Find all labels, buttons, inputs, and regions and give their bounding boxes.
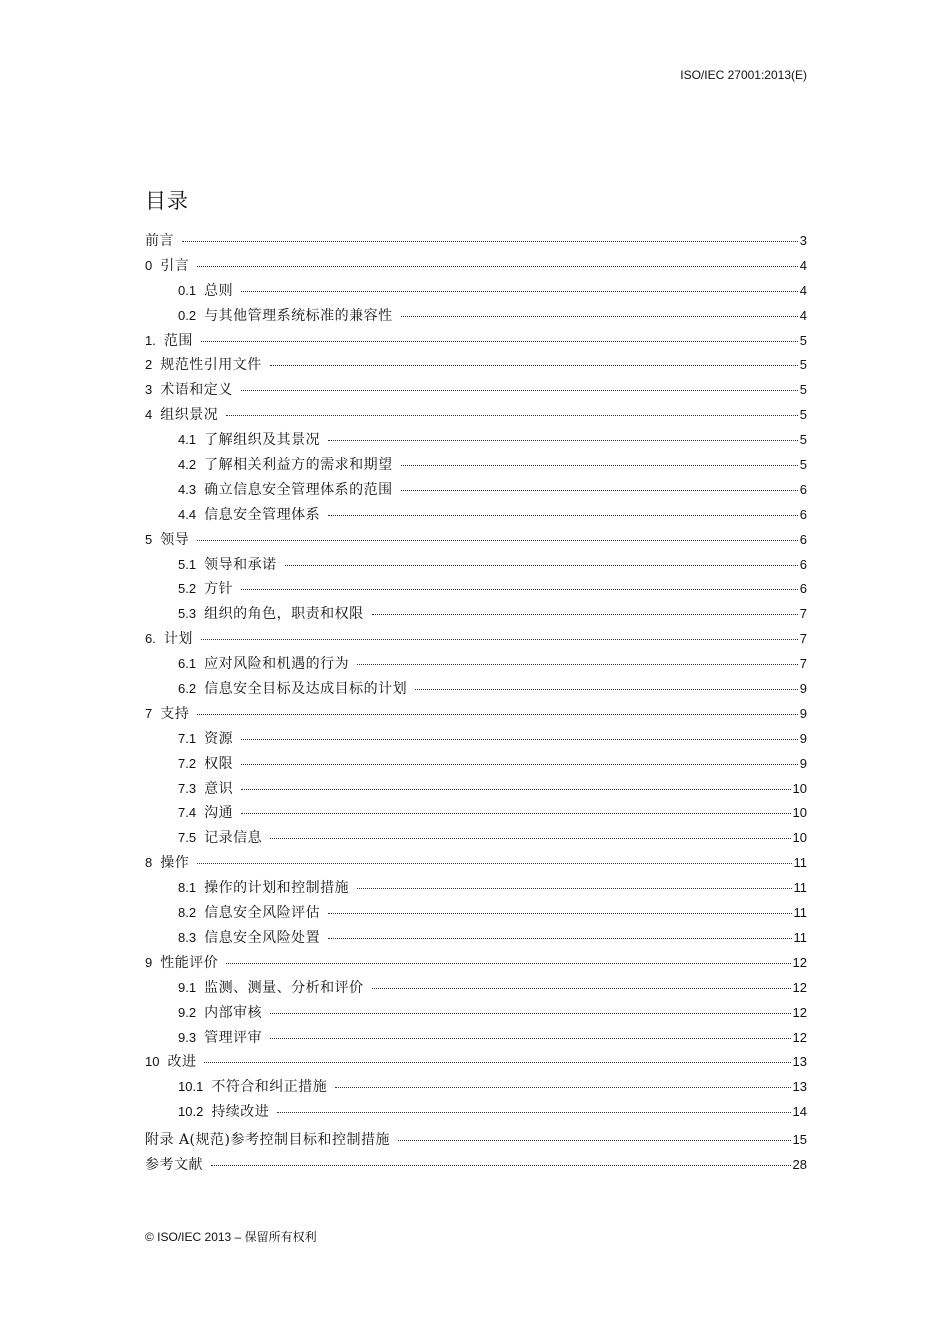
toc-entry[interactable] [145, 279, 807, 304]
toc-entry[interactable] [145, 553, 807, 578]
toc-entry-title: 持续改进 [211, 1104, 270, 1121]
toc-entry-number: 7.4 [178, 805, 197, 821]
toc-leader-dots [398, 1139, 791, 1141]
toc-entry-title: 沟通 [204, 805, 234, 822]
toc-entry-number: 7.2 [178, 755, 197, 771]
toc-entry-title: 了解组织及其景况 [204, 432, 321, 449]
toc-leader-dots [204, 1061, 790, 1063]
toc-entry-number: 4.3 [178, 481, 197, 497]
toc-entry-page: 12 [792, 1029, 807, 1045]
toc-entry[interactable] [145, 453, 807, 478]
toc-entry-page: 12 [792, 954, 807, 970]
toc-entry[interactable] [145, 254, 807, 279]
toc-entry-title: 记录信息 [204, 830, 263, 847]
toc-entry[interactable] [145, 876, 807, 901]
toc-entry-title: 监测、测量、分析和评价 [204, 979, 364, 996]
toc-entry-title: 参考文献 [145, 1156, 203, 1173]
toc-leader-dots [270, 364, 798, 366]
toc-entry-title: 附录 A(规范)参考控制目标和控制措施 [145, 1132, 390, 1149]
toc-entry-page: 5 [799, 457, 807, 473]
toc-entry-page: 11 [793, 929, 807, 945]
toc-leader-dots [241, 588, 798, 590]
toc-leader-dots [357, 663, 798, 665]
copyright-footer [145, 1228, 317, 1245]
toc-entry-number: 2 [145, 357, 153, 373]
toc-entry-title: 内部审核 [204, 1004, 263, 1021]
toc-leader-dots [415, 688, 798, 690]
toc-entry-number: 10.2 [178, 1104, 204, 1120]
toc-entry-number: 8.1 [178, 880, 197, 896]
toc-leader-dots [182, 240, 798, 242]
document-id-header: ISO/IEC 27001:2013(E) [680, 68, 807, 82]
toc-leader-dots [241, 788, 790, 790]
toc-entry-page: 7 [799, 606, 807, 622]
toc-entry-title: 应对风险和机遇的行为 [204, 656, 350, 673]
toc-entry-page: 12 [792, 979, 807, 995]
toc-entry-page: 14 [792, 1104, 807, 1120]
toc-leader-dots [328, 439, 798, 441]
toc-leader-dots [241, 389, 798, 391]
toc-entry-number: 7.5 [178, 830, 197, 846]
toc-entry-title: 操作的计划和控制措施 [204, 880, 350, 897]
toc-entry-number: 6.1 [178, 656, 197, 672]
toc-leader-dots [372, 613, 798, 615]
toc-entry-page: 12 [792, 1004, 807, 1020]
toc-leader-dots [226, 962, 790, 964]
toc-entry-number: 10.1 [178, 1079, 204, 1095]
toc-entry-page: 4 [799, 257, 807, 273]
toc-entry[interactable] [145, 777, 807, 802]
toc-entry-number: 0 [145, 257, 153, 273]
toc-leader-dots [270, 1037, 790, 1039]
toc-leader-dots [328, 514, 798, 516]
toc-entry[interactable] [145, 428, 807, 453]
toc-entry-number: 10 [145, 1054, 160, 1070]
toc-entry-page: 6 [799, 581, 807, 597]
toc-entry-number: 7.1 [178, 730, 197, 746]
toc-leader-dots [335, 1086, 790, 1088]
toc-entry-page: 6 [799, 531, 807, 547]
toc-entry-title: 总则 [204, 282, 234, 299]
toc-entry[interactable] [145, 329, 807, 354]
toc-leader-dots [241, 763, 798, 765]
toc-leader-dots [277, 1111, 790, 1113]
toc-entry[interactable] [145, 976, 807, 1001]
toc-entry-page: 4 [799, 282, 807, 298]
toc-entry-page: 28 [792, 1156, 807, 1172]
toc-entry-title: 改进 [167, 1054, 197, 1071]
toc-entry[interactable] [145, 627, 807, 652]
toc-entry-page: 10 [792, 805, 807, 821]
toc-leader-dots [226, 414, 798, 416]
toc-entry-page: 5 [799, 382, 807, 398]
toc-entry-title: 操作 [160, 855, 190, 872]
toc-entry[interactable] [145, 1001, 807, 1026]
toc-entry-title: 支持 [160, 705, 190, 722]
toc-entry-page: 9 [799, 730, 807, 746]
toc-entry-page: 15 [792, 1132, 807, 1148]
toc-entry-page: 7 [799, 656, 807, 672]
toc-leader-dots [270, 1012, 790, 1014]
toc-leader-dots [328, 937, 791, 939]
toc-entry-page: 13 [792, 1079, 807, 1095]
toc-entry[interactable] [145, 602, 807, 627]
toc-entry-page: 5 [799, 332, 807, 348]
toc-entry-number: 7.3 [178, 780, 197, 796]
toc-entry-title: 前言 [145, 233, 174, 249]
toc-leader-dots [241, 812, 790, 814]
toc-entry-title: 方针 [204, 581, 234, 598]
toc-entry-number: 6. [145, 631, 156, 647]
rights-text: 保留所有权利 [244, 1230, 317, 1244]
toc-entry-page: 3 [799, 233, 807, 248]
toc-entry-number: 9.1 [178, 979, 197, 995]
toc-entry[interactable] [145, 1050, 807, 1075]
toc-entry-page: 11 [793, 880, 807, 896]
toc-entry-title: 与其他管理系统标准的兼容性 [204, 307, 393, 324]
toc-entry-page: 11 [793, 855, 807, 871]
toc-entry-title: 信息安全风险处置 [204, 929, 321, 946]
toc-entry-title: 领导和承诺 [204, 556, 277, 573]
toc-leader-dots [201, 340, 798, 342]
toc-entry-number: 5.1 [178, 556, 197, 572]
toc-entry-number: 9.2 [178, 1004, 197, 1020]
toc-entry-number: 4.2 [178, 457, 197, 473]
toc-entry-title: 了解相关利益方的需求和期望 [204, 457, 393, 474]
toc-entry-number: 9.3 [178, 1029, 197, 1045]
toc-leader-dots [201, 638, 798, 640]
toc-leader-dots [270, 837, 790, 839]
toc-entry-title: 领导 [160, 531, 190, 548]
toc-leader-dots [372, 987, 791, 989]
toc-entry[interactable] [145, 503, 807, 528]
toc-leader-dots [285, 564, 798, 566]
toc-title: 目录 [145, 189, 189, 213]
toc-entry[interactable] [145, 229, 807, 254]
toc-entry[interactable] [145, 851, 807, 876]
toc-entry-page: 4 [799, 307, 807, 323]
toc-entry-title: 信息安全风险评估 [204, 905, 321, 922]
toc-leader-dots [241, 738, 798, 740]
toc-entry-number: 9 [145, 954, 153, 970]
toc-entry-title: 不符合和纠正措施 [211, 1079, 328, 1096]
toc-leader-dots [357, 887, 791, 889]
toc-entry-page: 10 [792, 830, 807, 846]
toc-leader-dots [197, 539, 798, 541]
toc-leader-dots [328, 912, 791, 914]
toc-entry-page: 6 [799, 506, 807, 522]
toc-entry[interactable] [145, 1026, 807, 1051]
toc-entry-page: 7 [799, 631, 807, 647]
toc-entry[interactable] [145, 1128, 807, 1153]
toc-leader-dots [197, 862, 791, 864]
toc-entry-title: 术语和定义 [160, 382, 233, 399]
toc-entry[interactable] [145, 901, 807, 926]
toc-entry-title: 范围 [163, 332, 193, 349]
toc-entry-page: 13 [792, 1054, 807, 1070]
toc-entry[interactable] [145, 826, 807, 851]
toc-entry-number: 4 [145, 407, 153, 423]
toc-entry-title: 信息安全管理体系 [204, 506, 321, 523]
toc-entry-number: 5.2 [178, 581, 197, 597]
toc-entry[interactable] [145, 677, 807, 702]
toc-entry-title: 权限 [204, 755, 234, 772]
toc-entry[interactable] [145, 1153, 807, 1178]
toc-entry[interactable] [145, 727, 807, 752]
toc-entry-title: 组织景况 [160, 407, 219, 424]
toc-entry-number: 0.1 [178, 282, 197, 298]
toc-entry[interactable] [145, 652, 807, 677]
toc-entry-title: 引言 [160, 257, 190, 274]
toc-leader-dots [401, 489, 798, 491]
toc-entry-title: 计划 [163, 631, 193, 648]
toc-entry[interactable] [145, 1075, 807, 1100]
toc-leader-dots [197, 713, 798, 715]
toc-entry-number: 6.2 [178, 681, 197, 697]
toc-entry[interactable] [145, 1100, 807, 1125]
toc-entry-title: 资源 [204, 730, 234, 747]
toc-entry[interactable] [145, 528, 807, 553]
toc-entry-number: 8 [145, 855, 153, 871]
table-of-contents [145, 229, 807, 1178]
toc-entry[interactable] [145, 304, 807, 329]
toc-entry[interactable] [145, 478, 807, 503]
toc-entry-title: 性能评价 [160, 954, 219, 971]
toc-leader-dots [401, 464, 798, 466]
toc-entry-page: 5 [799, 432, 807, 448]
toc-entry[interactable] [145, 577, 807, 602]
toc-leader-dots [197, 265, 798, 267]
toc-entry-page: 5 [799, 407, 807, 423]
toc-entry-page: 5 [799, 357, 807, 373]
toc-entry-title: 信息安全目标及达成目标的计划 [204, 681, 408, 698]
toc-entry-title: 意识 [204, 780, 234, 797]
toc-entry[interactable] [145, 801, 807, 826]
toc-entry-number: 1. [145, 332, 156, 348]
toc-entry-page: 11 [793, 905, 807, 921]
toc-entry-number: 8.3 [178, 929, 197, 945]
copyright-text: © ISO/IEC 2013 – [145, 1230, 242, 1244]
toc-entry-page: 9 [799, 705, 807, 721]
toc-entry[interactable] [145, 951, 807, 976]
toc-entry[interactable] [145, 926, 807, 951]
toc-entry[interactable] [145, 353, 807, 378]
toc-entry[interactable] [145, 752, 807, 777]
toc-entry-page: 10 [792, 780, 807, 796]
toc-entry-number: 4.4 [178, 506, 197, 522]
toc-entry-title: 确立信息安全管理体系的范围 [204, 481, 393, 498]
toc-entry-page: 6 [799, 556, 807, 572]
toc-leader-dots [211, 1164, 791, 1166]
toc-entry-number: 5 [145, 531, 153, 547]
toc-entry[interactable] [145, 378, 807, 403]
toc-entry-page: 6 [799, 481, 807, 497]
toc-entry[interactable] [145, 403, 807, 428]
toc-entry-page: 9 [799, 755, 807, 771]
toc-entry[interactable] [145, 702, 807, 727]
toc-entry-title: 组织的角色，职责和权限 [204, 606, 364, 623]
toc-entry-number: 0.2 [178, 307, 197, 323]
toc-entry-number: 3 [145, 382, 153, 398]
toc-entry-title: 规范性引用文件 [160, 357, 262, 374]
toc-entry-number: 5.3 [178, 606, 197, 622]
toc-leader-dots [401, 315, 798, 317]
toc-entry-title: 管理评审 [204, 1029, 263, 1046]
toc-leader-dots [241, 290, 798, 292]
toc-entry-number: 4.1 [178, 432, 197, 448]
toc-entry-page: 9 [799, 681, 807, 697]
toc-entry-number: 8.2 [178, 905, 197, 921]
toc-entry-number: 7 [145, 705, 153, 721]
